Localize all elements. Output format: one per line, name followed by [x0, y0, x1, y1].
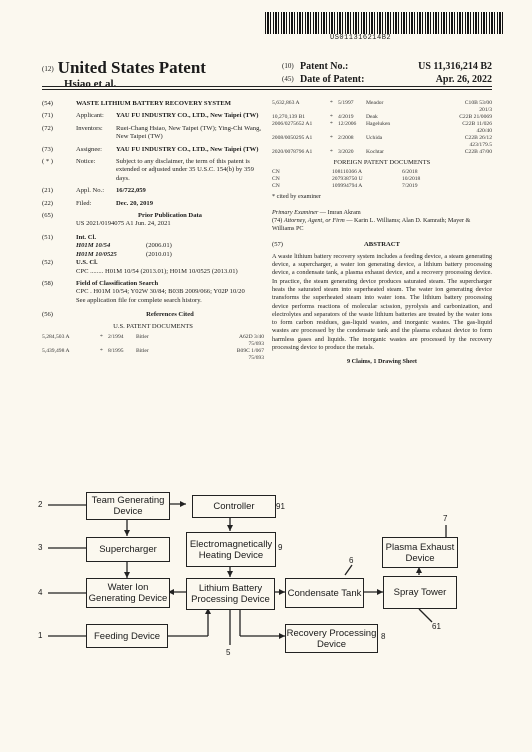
primary-examiner-label: Primary Examiner	[272, 209, 319, 217]
attorney-value: — Karin L. Williams; Alan D. Kamrath; Mayer & Williams PC	[272, 217, 471, 233]
cite-star: *	[330, 114, 333, 120]
foreign-date: 10/2018	[402, 176, 421, 183]
foreign-number: 108110366 A	[332, 169, 363, 176]
ref-1: 1	[38, 631, 43, 640]
field-number: (21)	[42, 187, 53, 195]
ref-61: 61	[432, 622, 441, 631]
ref-9: 9	[278, 543, 283, 552]
field-value: Subject to any disclaimer, the term of this patent is extended or adjusted under 35 U.S.C. 154(b) by 359 days.	[116, 158, 254, 182]
abstract-heading: ABSTRACT	[364, 241, 400, 249]
controller-box: Controller	[192, 495, 276, 518]
prior-publication-heading: Prior Publication Data	[138, 212, 202, 220]
cite-star: *	[330, 121, 333, 127]
int-cl-code: H01M 10/54	[76, 242, 111, 250]
recovery-processing-device-box: Recovery Processing Device	[285, 624, 378, 653]
barcode-number: US011316214B2	[330, 34, 392, 42]
int-cl-date: (2010.01)	[146, 250, 172, 258]
int-cl-label: Int. Cl.	[76, 233, 96, 241]
date-label: Date of Patent:	[300, 74, 365, 85]
field-number: (22)	[42, 199, 53, 207]
foreign-date: 7/2019	[402, 183, 418, 190]
field-label: Applicant:	[76, 112, 104, 120]
ref-6: 6	[349, 556, 354, 565]
cite-name: Meador	[366, 100, 384, 106]
cite-date: 2/1994	[108, 333, 124, 340]
attorney-number: (74)	[272, 217, 283, 225]
supercharger-box: Supercharger	[86, 537, 170, 562]
cite-number: 5,439,498 A	[42, 347, 70, 354]
cite-sub: 420/40	[476, 128, 492, 134]
cite-date: 5/1997	[338, 100, 354, 106]
field-search-label: Field of Classification Search	[76, 279, 159, 287]
references-heading: References Cited	[146, 311, 194, 319]
field-label: Notice:	[76, 158, 96, 166]
cite-class: C22B 21/0069	[459, 114, 492, 120]
plasma-exhaust-device-box: Plasma Exhaust Device	[382, 537, 458, 568]
cite-number: 10,270,139 B1	[272, 114, 306, 120]
date-value: Apr. 26, 2022	[435, 74, 492, 85]
cite-star: *	[330, 100, 333, 106]
spray-tower-box: Spray Tower	[383, 576, 457, 609]
ref-2: 2	[38, 500, 43, 509]
inventor-heading: Hsiao et al.	[64, 78, 117, 90]
cite-name: Hageluken	[366, 121, 391, 127]
cited-note: * cited by examiner	[272, 193, 321, 201]
cite-date: 8/1995	[108, 347, 124, 354]
int-cl-date: (2006.01)	[146, 242, 172, 250]
foreign-number: 109994794 A	[332, 183, 363, 190]
patent-title: United States Patent	[57, 58, 206, 77]
foreign-country: CN	[272, 169, 280, 176]
field-search-note: See application file for complete search history.	[76, 296, 202, 304]
field-value: Ruei-Chang Hsiao, New Taipei (TW); Ying-Chi Wang, New Taipei (TW)	[116, 124, 262, 141]
cite-name: Bitler	[136, 347, 149, 354]
patent-no-label: Patent No.:	[300, 61, 349, 72]
cite-class: C22B 26/12	[464, 135, 492, 141]
claims-summary: 9 Claims, 1 Drawing Sheet	[347, 358, 417, 366]
int-cl-code: H01M 10/0525	[76, 250, 117, 258]
cite-date: 4/2019	[338, 114, 354, 120]
patent-no-value: US 11,316,214 B2	[418, 61, 492, 72]
team-generating-device-box: Team Generating Device	[86, 492, 170, 520]
cite-name: Deak	[366, 114, 378, 120]
field-label: Inventors:	[76, 124, 103, 132]
cite-number: 5,284,503 A	[42, 333, 70, 340]
cite-sub: 201/3	[479, 107, 492, 113]
cite-sub: 423/179.5	[469, 142, 492, 148]
date-code: (45)	[282, 75, 294, 83]
cite-number: 5,632,863 A	[272, 100, 300, 106]
cite-date: 3/2020	[338, 149, 354, 155]
field-value: WASTE LITHIUM BATTERY RECOVERY SYSTEM	[76, 100, 232, 107]
cite-class: A62D 3/40	[238, 333, 264, 340]
field-number: (54)	[42, 100, 53, 107]
cite-class: B09C 1/067	[236, 347, 264, 354]
field-number: (52)	[42, 259, 53, 267]
field-number: (58)	[42, 279, 53, 287]
water-ion-generating-device-box: Water Ion Generating Device	[86, 578, 170, 608]
cite-number: 2008/0050295 A1	[272, 135, 313, 141]
field-number: (72)	[42, 124, 53, 132]
cite-class: C10B 53/00	[464, 100, 492, 106]
cite-class: C22B 47/00	[464, 149, 492, 155]
field-label: Filed:	[76, 199, 92, 207]
cite-number: 2006/0275652 A1	[272, 121, 313, 127]
field-value: Dec. 20, 2019	[116, 199, 153, 207]
foreign-docs-heading: FOREIGN PATENT DOCUMENTS	[333, 159, 431, 166]
cite-date: 2/2008	[338, 135, 354, 141]
foreign-country: CN	[272, 183, 280, 190]
cite-sub: 75/693	[248, 354, 264, 361]
cite-class: C22B 11/026	[462, 121, 492, 127]
field-label: Assignee:	[76, 145, 103, 153]
foreign-country: CN	[272, 176, 280, 183]
field-number: (71)	[42, 112, 53, 120]
foreign-date: 6/2018	[402, 169, 418, 176]
condensate-tank-box: Condensate Tank	[285, 578, 364, 608]
us-cl-cpc: CPC ........ H01M 10/54 (2013.01); H01M 10/0525 (2013.01)	[76, 267, 238, 275]
patent-no-code: (10)	[282, 62, 294, 70]
cite-name: Kochtar	[366, 149, 385, 155]
us-cl-label: U.S. Cl.	[76, 259, 98, 267]
field-number: (56)	[42, 311, 53, 319]
ref-91: 91	[276, 502, 285, 511]
cite-name: Bitler	[136, 333, 149, 340]
cite-name: Uchida	[366, 135, 383, 141]
electromagnetic-heating-device-box: Electromagnetically Heating Device	[186, 532, 276, 567]
ref-3: 3	[38, 543, 43, 552]
cite-sub: 75/693	[248, 340, 264, 347]
feeding-device-box: Feeding Device	[86, 624, 168, 648]
country-code-number: (12)	[42, 65, 54, 74]
foreign-number: 207938750 U	[332, 176, 363, 183]
ref-5: 5	[226, 648, 231, 657]
us-docs-heading: U.S. PATENT DOCUMENTS	[113, 322, 193, 330]
abstract-text: A waste lithium battery recovery system includes a feeding device, a steam generating device, a supercharger, a water ion generating device, a lithium battery processing device, a condensate tank, a plasma exhaust device, and a recovery processing device. In practice, the steam generating device produces saturated steam. The supercharger heats the saturated steam into superheated steam. The water ion generating device transforms the superheated steam into water ions. The lithium battery processing device performs reactions of molecular scission, pyrolysis and carbonization, and electrolytes and separators of the waste lithium batteries are treated by the water ions to form carbon residues, gas-liquid wastes, and inorganic wastes. The gas-liquid wastes are processed by the condensate tank and the plasma exhaust device to form harmless gases and liquids. The inorganic wastes are processed by the recovery processing device to produce the metals.	[272, 252, 492, 352]
field-search-cpc: CPC . H01M 10/54; Y02W 30/84; B03B 2009/066; Y02P 10/20	[76, 288, 245, 296]
cite-date: 12/2006	[338, 121, 357, 127]
field-label: Appl. No.:	[76, 187, 105, 195]
cite-star: *	[100, 333, 103, 340]
ref-4: 4	[38, 588, 43, 597]
lithium-battery-processing-device-box: Lithium Battery Processing Device	[186, 578, 275, 610]
cite-number: 2020/0078796 A1	[272, 149, 313, 155]
primary-examiner-value: — Imran Akram	[319, 209, 361, 217]
prior-publication-entry: US 2021/0194075 A1 Jun. 24, 2021	[76, 220, 171, 228]
field-number: (65)	[42, 212, 53, 220]
field-value: YAU FU INDUSTRY CO., LTD., New Taipei (TW)	[116, 145, 259, 153]
field-number: ( * )	[42, 158, 53, 166]
ref-8: 8	[381, 632, 386, 641]
cite-star: *	[330, 135, 333, 141]
field-number: (51)	[42, 233, 53, 241]
ref-7: 7	[443, 514, 448, 523]
abstract-number: (57)	[272, 241, 283, 249]
field-value: YAU FU INDUSTRY CO., LTD., New Taipei (TW)	[116, 112, 259, 120]
cite-star: *	[100, 347, 103, 354]
cite-star: *	[330, 149, 333, 155]
attorney-label: Attorney, Agent, or Firm	[283, 217, 345, 225]
field-number: (73)	[42, 145, 53, 153]
field-value: 16/722,059	[116, 187, 146, 195]
